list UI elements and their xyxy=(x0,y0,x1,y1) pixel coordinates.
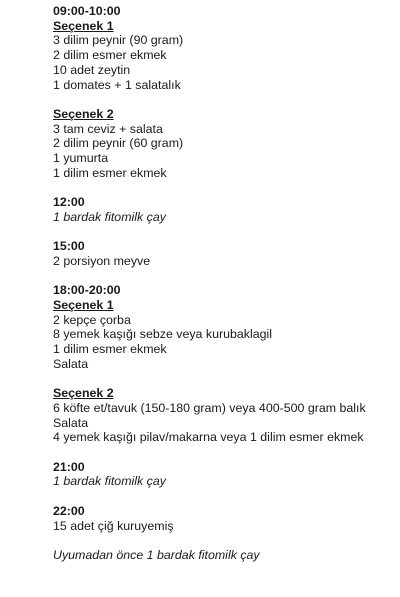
note-line: Uyumadan önce 1 bardak fitomilk çay xyxy=(53,547,260,562)
menu-item-line: 4 yemek kaşığı pilav/makarna veya 1 dilim esmer ekmek xyxy=(53,430,364,445)
menu-item-line: 1 dilim esmer ekmek xyxy=(53,342,167,357)
menu-item-line: 2 porsiyon meyve xyxy=(53,253,151,268)
meal-block xyxy=(53,283,392,371)
time-heading: 09:00-10:00 xyxy=(53,4,121,18)
option-heading: Seçenek 1 xyxy=(53,298,114,312)
menu-item-line: 1 domates + 1 salatalık xyxy=(53,77,181,92)
time-heading: 18:00-20:00 xyxy=(53,283,121,298)
option-heading: Seçenek 2 xyxy=(53,386,114,401)
meal-block xyxy=(53,107,392,181)
option-heading: Seçenek 1 xyxy=(53,18,114,33)
meal-block xyxy=(53,239,392,268)
menu-item-line: 10 adet zeytin xyxy=(53,62,131,77)
diet-plan-document xyxy=(53,4,392,577)
meal-block xyxy=(53,195,392,224)
time-heading: 15:00 xyxy=(53,239,85,254)
menu-item-line: 3 tam ceviz + salata xyxy=(53,121,163,136)
menu-item-line: 8 yemek kaşığı sebze veya kurubaklagil xyxy=(53,327,273,342)
time-heading: 22:00 xyxy=(53,503,85,518)
menu-item-line: 2 dilim esmer ekmek xyxy=(53,48,167,63)
menu-item-line: 15 adet çiğ kuruyemiş xyxy=(53,518,174,533)
menu-item-line: Salata xyxy=(53,356,89,371)
menu-item-line: 2 dilim peynir (60 gram) xyxy=(53,136,184,151)
menu-item-line: 3 dilim peynir (90 gram) xyxy=(53,33,184,48)
note-line: 1 bardak fitomilk çay xyxy=(53,474,166,489)
option-heading: Seçenek 2 xyxy=(53,106,114,121)
meal-block xyxy=(53,4,392,92)
menu-item-line: 2 kepçe çorba xyxy=(53,312,131,327)
menu-item-line: 6 köfte et/tavuk (150-180 gram) veya 400-500 gram balık xyxy=(53,400,366,415)
meal-block xyxy=(53,460,392,489)
menu-item-line: 1 yumurta xyxy=(53,151,109,166)
menu-item-line: 1 dilim esmer ekmek xyxy=(53,165,167,180)
menu-item-line: Salata xyxy=(53,415,89,430)
meal-block xyxy=(53,504,392,533)
meal-block xyxy=(53,386,392,445)
time-heading: 21:00 xyxy=(53,459,85,474)
meal-block xyxy=(53,548,392,563)
note-line: 1 bardak fitomilk çay xyxy=(53,209,166,224)
time-heading: 12:00 xyxy=(53,195,85,210)
